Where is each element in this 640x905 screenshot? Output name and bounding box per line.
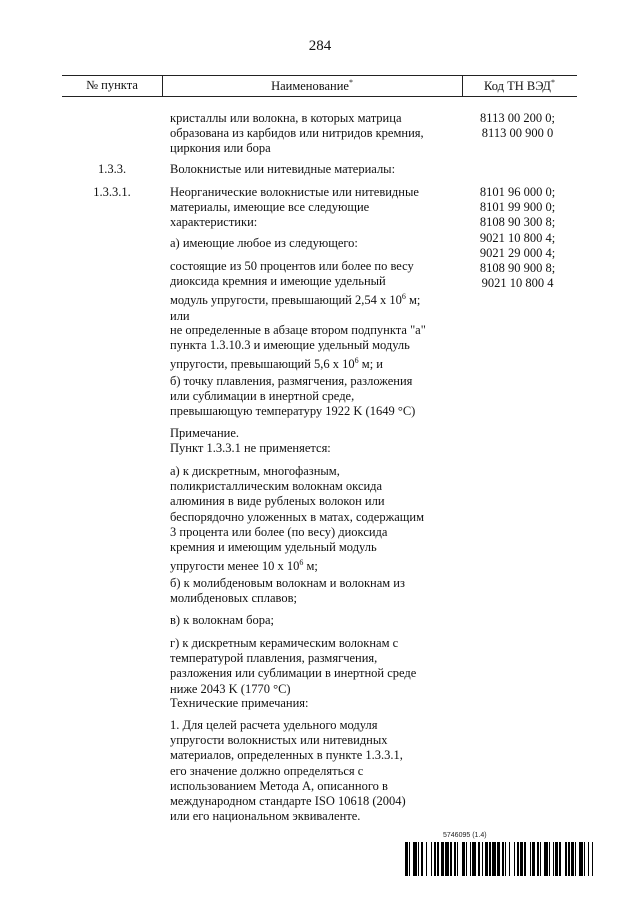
header-name: Наименование* xyxy=(271,78,353,94)
barcode xyxy=(405,842,595,876)
item-number-1-3-3-1: 1.3.3.1. xyxy=(93,185,131,199)
note-clause-a: а) к дискретным, многофазным, поликристаллическим волокнам оксида алюминия в виде рубленых волокон или беспорядочно уложенных в матах, содержащим 3 процента или более (по весу) диоксида кремния и имеющим удельный модуль упругости менее 10 х $10^6$ м; xyxy=(170,464,424,574)
continued-codes: 8113 00 200 0; 8113 00 900 0 xyxy=(480,111,555,141)
note-clause-c: в) к волокнам бора; xyxy=(170,613,275,627)
technical-note-1: 1. Для целей расчета удельного модуля упругости волокнистых или нитевидных материалов, определенных в пункте 1.3.3.1, его значение должно определяться с использованием Метода А, описанного в международном стандарте ISO 10618 (2004) или его национальном эквиваленте. xyxy=(170,718,406,824)
item-1-3-3-1-text: Неорганические волокнистые или нитевидные материалы, имеющие все следующие характеристики: xyxy=(170,185,419,230)
clause-b: б) точку плавления, размягчения, разложения или сублимации в инертной среде, превышающую температуру 1922 K (1649 °C) xyxy=(170,374,416,419)
footnote-mark: * xyxy=(550,78,555,87)
note-line: Пункт 1.3.3.1 не применяется: xyxy=(170,441,331,455)
clause-a-1: состоящие из 50 процентов или более по весу диоксида кремния и имеющие удельный модуль упругости, превышающий 2,54 х $10^6$ м; или xyxy=(170,259,421,323)
header-bottom-rule xyxy=(62,96,577,97)
footnote-mark: * xyxy=(348,78,353,87)
note-title: Примечание. xyxy=(170,426,240,440)
item-1-3-3-text: Волокнистые или нитевидные материалы: xyxy=(170,162,396,176)
header-top-rule xyxy=(62,75,577,76)
technical-notes-title: Технические примечания: xyxy=(170,696,309,710)
continued-text: кристаллы или волокна, в которых матрица образована из карбидов или нитридов кремния, циркония или бора xyxy=(170,111,424,156)
note-clause-d: г) к дискретным керамическим волокнам с температурой плавления, размягчения, разложения или сублимации в инертной среде ниже 2043 K (1770 °C) xyxy=(170,636,417,696)
page-number: 284 xyxy=(308,38,332,54)
barcode-label: 5746095 (1.4) xyxy=(443,832,487,839)
item-number-1-3-3: 1.3.3. xyxy=(97,162,127,176)
clause-a-2: не определенные в абзаце втором подпункта "а" пункта 1.3.10.3 и имеющие удельный модуль упругости, превышающий 5,6 х $10^6$ м; и xyxy=(170,323,426,372)
barcode-block xyxy=(405,832,595,878)
table-header xyxy=(62,75,577,97)
header-code: Код ТН ВЭД* xyxy=(484,78,555,94)
barcode-space xyxy=(593,842,594,876)
item-1-3-3-1-codes: 8101 96 000 0; 8101 99 900 0; 8108 90 300 8; 9021 10 800 4; 9021 29 000 4; 8108 90 900 8; 9021 10 800 4 xyxy=(479,185,556,291)
clause-a: а) имеющие любое из следующего: xyxy=(170,236,358,250)
note-clause-b: б) к молибденовым волокнам и волокнам из молибденовых сплавов; xyxy=(170,576,405,606)
header-item-number: № пункта xyxy=(86,78,138,92)
